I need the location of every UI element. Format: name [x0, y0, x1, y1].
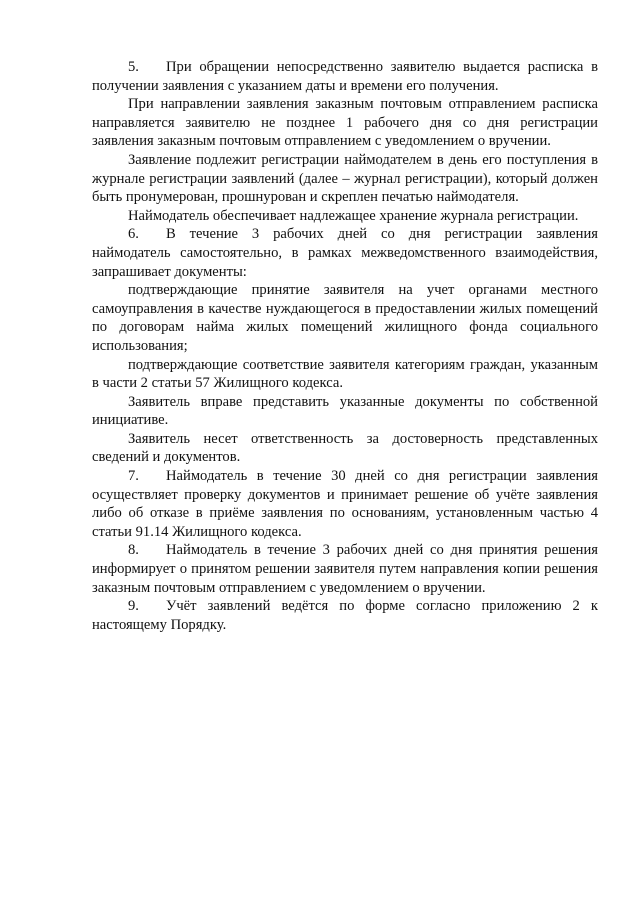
paragraph-5-registration: [92, 151, 598, 207]
paragraph-number: 6.: [128, 226, 139, 243]
paragraph-7: [92, 467, 598, 541]
paragraph-6-initiative: [92, 393, 598, 430]
paragraph-text: Учёт заявлений ведётся по форме согласно приложению 2 к настоящему Порядку.: [92, 598, 598, 633]
paragraph-5-storage: [92, 207, 598, 226]
paragraph-text: При направлении заявления заказным почтовым отправлением расписка направляется заявителю не позднее 1 рабочего дня со дня регистрации заявления заказным почтовым отправлением с уведомлением о вручении.: [92, 96, 598, 150]
paragraph-6: [92, 225, 598, 281]
paragraph-number: 5.: [128, 59, 139, 75]
document-body: [92, 58, 598, 634]
paragraph-6-item-2: [92, 356, 598, 393]
paragraph-number: 9.: [128, 598, 139, 615]
paragraph-text: Наймодатель в течение 30 дней со дня регистрации заявления осуществляет проверку документов и принимает решение об учёте заявления либо об отказе в приёме заявления по основаниям, установленным частью 4 статьи 91.14 Жилищного кодекса.: [92, 468, 598, 540]
paragraph-5: [92, 58, 598, 95]
paragraph-text: В течение 3 рабочих дней со дня регистрации заявления наймодатель самостоятельно, в рамках межведомственного взаимодействия, запрашивает документы:: [92, 226, 598, 280]
paragraph-6-item-1: [92, 281, 598, 355]
paragraph-text: Наймодатель обеспечивает надлежащее хранение журнала регистрации.: [128, 207, 579, 224]
paragraph-text: подтверждающие соответствие заявителя категориям граждан, указанным в части 2 статьи 57 Жилищного кодекса.: [92, 356, 598, 392]
paragraph-text: Заявитель несет ответственность за достоверность представленных сведений и документов.: [92, 430, 598, 466]
paragraph-text: При обращении непосредственно заявителю выдается расписка в получении заявления с указанием даты и времени его получения.: [92, 59, 598, 94]
paragraph-text: Заявление подлежит регистрации наймодателем в день его поступления в журнале регистрации заявлений (далее – журнал регистрации), который должен быть пронумерован, прошнурован и скреплен печатью наймодателя.: [92, 151, 598, 206]
paragraph-text: Наймодатель в течение 3 рабочих дней со дня принятия решения информирует о принятом решении заявителя путем направления копии решения заказным почтовым отправлением с уведомлением о вручении.: [92, 542, 598, 596]
paragraph-8: [92, 541, 598, 597]
paragraph-text: подтверждающие принятие заявителя на учет органами местного самоуправления в качестве нуждающегося в предоставлении жилых помещений по договорам найма жилых помещений жилищного фонда социального использования;: [92, 282, 598, 354]
paragraph-9: [92, 597, 598, 634]
paragraph-6-responsibility: [92, 430, 598, 467]
paragraph-number: 8.: [128, 542, 139, 559]
paragraph-text: Заявитель вправе представить указанные документы по собственной инициативе.: [92, 393, 598, 429]
paragraph-number: 7.: [128, 468, 139, 485]
paragraph-5-mail: [92, 95, 598, 151]
